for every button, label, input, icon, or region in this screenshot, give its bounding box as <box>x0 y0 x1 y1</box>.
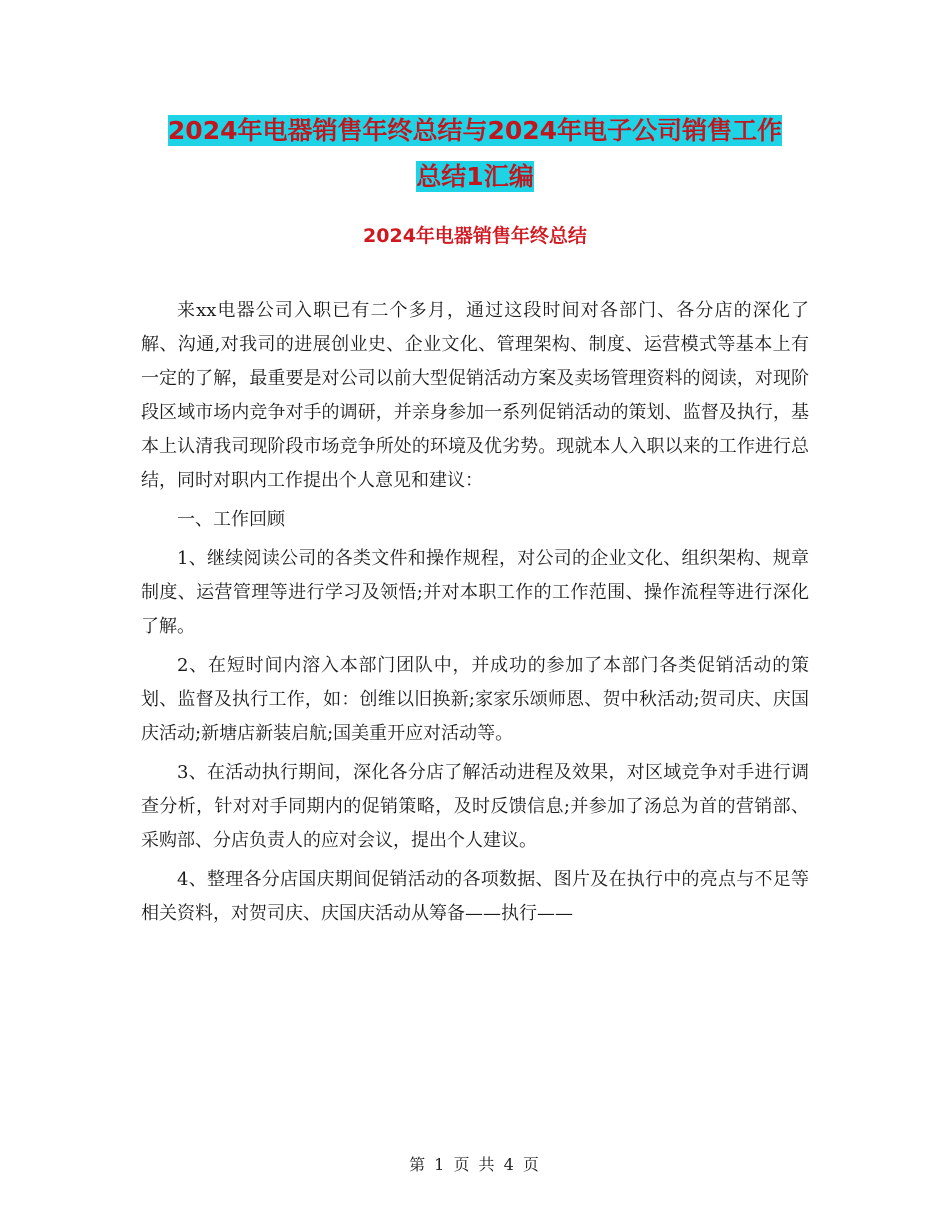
paragraph: 1、继续阅读公司的各类文件和操作规程，对公司的企业文化、组织架构、规章制度、运营管理等进行学习及领悟;并对本职工作的工作范围、操作流程等进行深化了解。 <box>141 548 809 637</box>
title-line-2: 总结1汇编 <box>416 162 534 191</box>
title-line-1: 2024年电器销售年终总结与2024年电子公司销售工作 <box>167 116 783 145</box>
paragraph: 一、工作回顾 <box>177 509 285 530</box>
document-body <box>141 294 809 936</box>
document-title <box>0 108 950 200</box>
paragraph: 来xx电器公司入职已有二个多月，通过这段时间对各部门、各分店的深化了解、沟通,对我司的进展创业史、企业文化、管理架构、制度、运营模式等基本上有一定的了解，最重要是对公司以前大型促销活动方案及卖场管理资料的阅读，对现阶段区域市场内竞争对手的调研，并亲身参加一系列促销活动的策划、监督及执行，基本上认清我司现阶段市场竞争所处的环境及优劣势。现就本人入职以来的工作进行总结，同时对职内工作提出个人意见和建议： <box>141 300 809 491</box>
paragraph: 3、在活动执行期间，深化各分店了解活动进程及效果，对区域竞争对手进行调查分析，针对对手同期内的促销策略，及时反馈信息;并参加了汤总为首的营销部、采购部、分店负责人的应对会议，提出个人建议。 <box>141 762 809 851</box>
paragraph: 4、整理各分店国庆期间促销活动的各项数据、图片及在执行中的亮点与不足等相关资料，对贺司庆、庆国庆活动从筹备——执行—— <box>141 869 809 924</box>
page-footer: 第 1 页 共 4 页 <box>409 1155 541 1174</box>
paragraph: 2、在短时间内溶入本部门团队中，并成功的参加了本部门各类促销活动的策划、监督及执行工作，如：创维以旧换新;家家乐颂师恩、贺中秋活动;贺司庆、庆国庆活动;新塘店新装启航;国美重开应对活动等。 <box>141 655 809 744</box>
section-title: 2024年电器销售年终总结 <box>363 225 587 247</box>
